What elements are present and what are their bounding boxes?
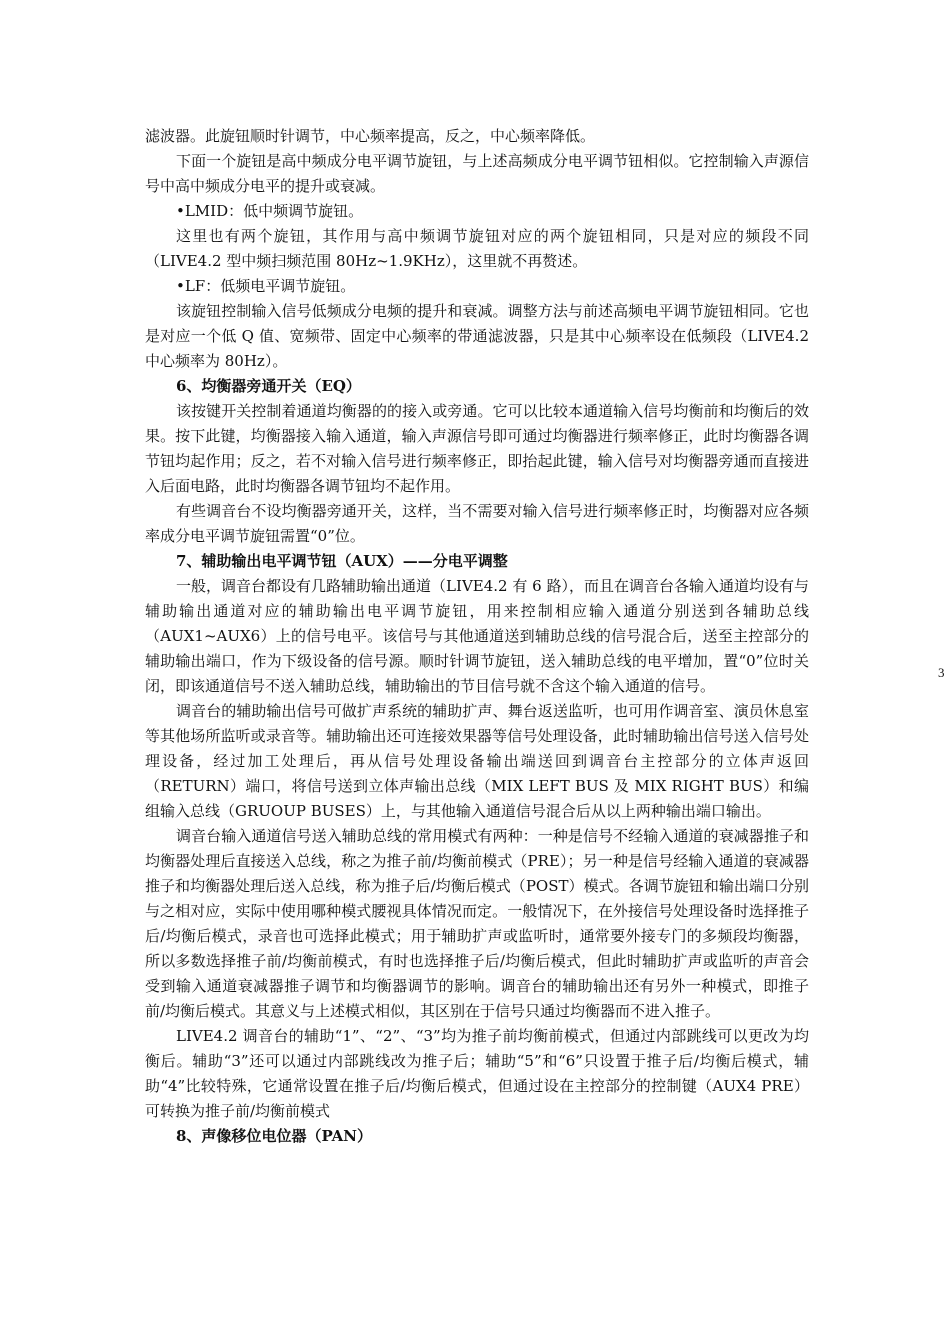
paragraph-eq-note: 有些调音台不设均衡器旁通开关，这样，当不需要对输入信号进行频率修正时，均衡器对应各频率成分电平调节旋钮需置“0”位。 xyxy=(145,502,809,545)
paragraph-lf-desc: 该旋钮控制输入信号低频成分电频的提升和衰减。调整方法与前述高频电平调节旋钮相同。它也是对应一个低 Q 值、宽频带、固定中心频率的带通滤波器，只是其中心频率设在低频段（LIVE4.2 中心频率为 80Hz）。 xyxy=(145,302,809,370)
section-heading-pan: 8、声像移位电位器（PAN） xyxy=(176,1127,372,1145)
paragraph-filter-continued: 滤波器。此旋钮顺时针调节，中心频率提高，反之，中心频率降低。 xyxy=(145,127,596,145)
bullet-lmid: •LMID：低中频调节旋钮。 xyxy=(176,202,364,220)
document-body xyxy=(145,124,809,1149)
paragraph-aux-modes: 调音台输入通道信号送入辅助总线的常用模式有两种：一种是信号不经输入通道的衰减器推子和均衡器处理后直接送入总线，称之为推子前/均衡前模式（PRE）；另一种是信号经输入通道的衰减器推子和均衡器处理后送入总线，称为推子后/均衡后模式（POST）模式。各调节旋钮和输出端口分别与之相对应，实际中使用哪种模式腰视具体情况而定。一般情况下，在外接信号处理设备时选择推子后/均衡后模式，录音也可选择此模式；用于辅助扩声或监听时，通常要外接专门的多频段均衡器，所以多数选择推子前/均衡前模式，有时也选择推子后/均衡后模式，但此时辅助扩声或监听的声音会受到输入通道衰减器推子调节和均衡器调节的影响。调音台的辅助输出还有另外一种模式，即推子前/均衡后模式。其意义与上述模式相似，其区别在于信号只通过均衡器而不进入推子。 xyxy=(145,827,809,1020)
paragraph-hmid-level: 下面一个旋钮是高中频成分电平调节旋钮，与上述高频成分电平调节钮相似。它控制输入声源信号中高中频成分电平的提升或衰减。 xyxy=(145,152,809,195)
paragraph-aux-usage: 调音台的辅助输出信号可做扩声系统的辅助扩声、舞台返送监听，也可用作调音室、演员休息室等其他场所监听或录音等。辅助输出还可连接效果器等信号处理设备，此时辅助输出信号送入信号处理设备，经过加工处理后，再从信号处理设备输出端送回到调音台主控部分的立体声返回（RETURN）端口，将信号送到立体声输出总线（MIX LEFT BUS 及 MIX RIGHT BUS）和编组输入总线（GRUOUP BUSES）上，与其他输入通道信号混合后从以上两种输出端口输出。 xyxy=(145,702,809,820)
section-heading-eq: 6、均衡器旁通开关（EQ） xyxy=(176,377,361,395)
paragraph-lmid-desc: 这里也有两个旋钮，其作用与高中频调节旋钮对应的两个旋钮相同，只是对应的频段不同（LIVE4.2 型中频扫频范围 80Hz~1.9KHz），这里就不再赘述。 xyxy=(145,227,809,270)
paragraph-eq-desc: 该按键开关控制着通道均衡器的的接入或旁通。它可以比较本通道输入信号均衡前和均衡后的效果。按下此键，均衡器接入输入通道，输入声源信号即可通过均衡器进行频率修正，此时均衡器各调节钮均起作用；反之，若不对输入信号进行频率修正，即抬起此键，输入信号对均衡器旁通而直接进入后面电路，此时均衡器各调节钮均不起作用。 xyxy=(145,402,809,495)
paragraph-live42-aux: LIVE4.2 调音台的辅助“1”、“2”、“3”均为推子前均衡前模式，但通过内部跳线可以更改为均衡后。辅助“3”还可以通过内部跳线改为推子后；辅助“5”和“6”只设置于推子后/均衡后模式，辅助“4”比较特殊，它通常设置在推子后/均衡后模式，但通过设在主控部分的控制键（AUX4 PRE）可转换为推子前/均衡前模式 xyxy=(145,1027,809,1120)
section-heading-aux: 7、辅助输出电平调节钮（AUX）——分电平调整 xyxy=(176,552,508,570)
page-number: 3 xyxy=(938,665,945,680)
paragraph-aux-intro: 一般，调音台都设有几路辅助输出通道（LIVE4.2 有 6 路），而且在调音台各输入通道均设有与辅助输出通道对应的辅助输出电平调节旋钮，用来控制相应输入通道分别送到各辅助总线（AUX1~AUX6）上的信号电平。该信号与其他通道送到辅助总线的信号混合后，送至主控部分的辅助输出端口，作为下级设备的信号源。顺时针调节旋钮，送入辅助总线的电平增加，置“0”位时关闭，即该通道信号不送入辅助总线，辅助输出的节目信号就不含这个输入通道的信号。 xyxy=(145,577,809,695)
bullet-lf: •LF：低频电平调节旋钮。 xyxy=(176,277,356,295)
